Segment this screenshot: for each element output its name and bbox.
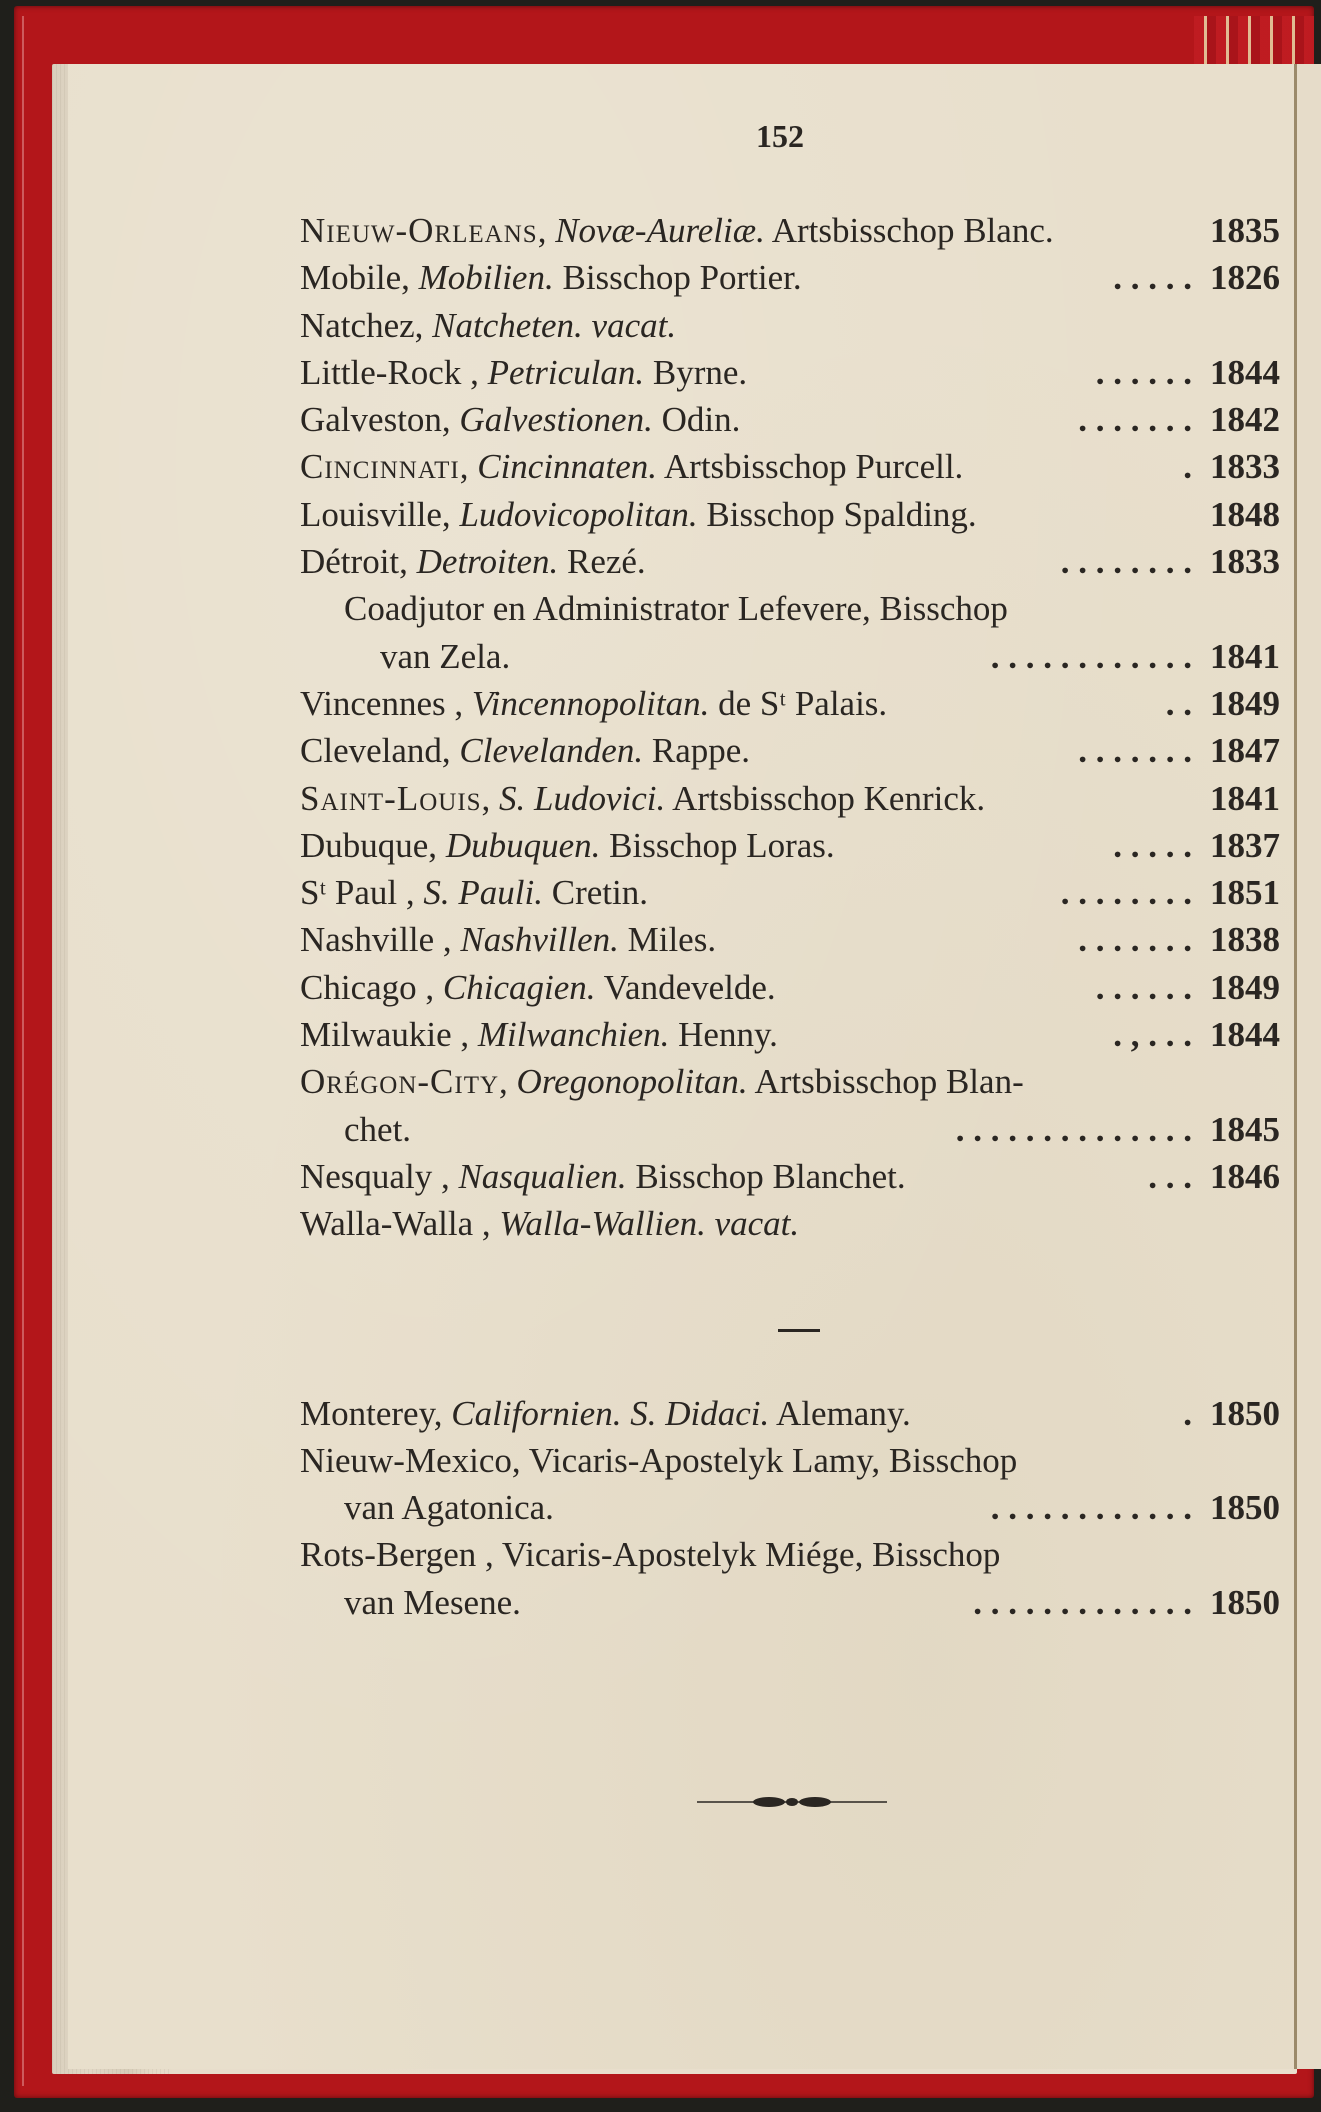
- latin-name: Chicagien.: [442, 967, 596, 1007]
- place-name: Milwaukie ,: [300, 1015, 470, 1055]
- entry-text: [344, 1484, 554, 1531]
- year: 1833: [1210, 542, 1280, 582]
- year: 1844: [1210, 352, 1280, 392]
- diocese-list-section-1: [300, 207, 1280, 1248]
- bishop-name: Artsbisschop Blanc.: [771, 211, 1054, 250]
- list-entry: [300, 1058, 1280, 1105]
- leader-dots: . .: [1165, 683, 1192, 723]
- ornament-divider: [697, 1795, 887, 1809]
- place-name: Chicago ,: [300, 967, 435, 1007]
- latin-name: Detroiten.: [416, 542, 559, 582]
- place-name: Sᵗ Paul ,: [300, 873, 415, 913]
- leader-dots: . . . . . . . . . . . . .: [973, 1582, 1192, 1622]
- year: 1846: [1210, 1156, 1280, 1196]
- year: 1850: [1210, 1393, 1280, 1433]
- latin-name: Oregonopolitan.: [516, 1062, 748, 1102]
- entry-text: [300, 302, 676, 349]
- bishop-name: Bisschop Portier.: [562, 258, 802, 298]
- bishop-name: Alemany.: [776, 1393, 911, 1433]
- place-name: Cincinnati: [300, 447, 460, 487]
- list-entry: [300, 822, 1280, 869]
- place-name: Nashville ,: [300, 920, 452, 960]
- latin-name: S. Pauli.: [423, 873, 543, 913]
- entry-text: [344, 1579, 521, 1626]
- list-entry: [300, 1437, 1280, 1484]
- latin-name: Natcheten. vacat.: [432, 305, 677, 345]
- leader-dots: . . . . .: [1113, 825, 1192, 865]
- year: 1848: [1210, 494, 1280, 534]
- place-name: Mobile,: [300, 258, 410, 298]
- list-entry: [300, 964, 1280, 1011]
- bishop-name: Bisschop Spalding.: [706, 494, 977, 534]
- list-entry: [300, 1484, 1280, 1531]
- leader-dots: . . . . . .: [1095, 967, 1192, 1007]
- list-entry: [300, 680, 1280, 727]
- latin-name: S. Ludovici.: [499, 778, 666, 818]
- bishop-name: Artsbisschop Purcell.: [663, 447, 964, 487]
- entry-text: [300, 491, 977, 538]
- place-name: Orégon-City: [300, 1062, 500, 1102]
- bishop-name: Bisschop Blanchet.: [635, 1156, 906, 1196]
- latin-name: Vincennopolitan.: [471, 683, 710, 723]
- year: 1841: [1210, 636, 1280, 676]
- leader-dots: . . . . . . .: [1078, 920, 1192, 960]
- list-entry: [300, 349, 1280, 396]
- continuation-text: van Mesene.: [344, 1582, 521, 1622]
- bishop-name: Rezé.: [566, 542, 646, 582]
- entry-text: [300, 916, 716, 963]
- bishop-name: Cretin.: [551, 873, 648, 913]
- year: 1841: [1210, 778, 1280, 818]
- place-name: Détroit,: [300, 542, 408, 582]
- place-name: Rots-Bergen ,: [300, 1535, 494, 1575]
- list-entry: [300, 1390, 1280, 1437]
- leader-dots: .: [1183, 1393, 1192, 1433]
- year: 1851: [1210, 873, 1280, 913]
- list-entry: [300, 1011, 1280, 1058]
- place-name: Nesqualy ,: [300, 1156, 450, 1196]
- entry-text: [300, 964, 776, 1011]
- entry-text: [380, 633, 510, 680]
- bishop-name: Rappe.: [651, 731, 751, 771]
- page-number: 152: [756, 118, 804, 154]
- leader-dots: . . . . . .: [1095, 352, 1192, 392]
- latin-name: Mobilien.: [418, 258, 554, 298]
- bishop-name: Artsbisschop Kenrick.: [672, 778, 986, 818]
- leader-dots: . . . . . . . .: [1060, 542, 1192, 582]
- list-entry: [300, 302, 1280, 349]
- place-name: Nieuw-Mexico,: [300, 1440, 521, 1480]
- year: 1850: [1210, 1488, 1280, 1528]
- diocese-list: [300, 207, 1280, 1626]
- entry-text: [300, 1200, 799, 1247]
- latin-name: Nashvillen.: [460, 920, 619, 960]
- place-name: Louisville,: [300, 494, 451, 534]
- year: 1850: [1210, 1582, 1280, 1622]
- list-entry: [300, 443, 1280, 490]
- latin-name: Nasqualien.: [458, 1156, 627, 1196]
- entry-text: [300, 538, 646, 585]
- entry-text: Orégon-City, Oregonopolitan. Artsbisschop Blan-: [300, 1062, 1024, 1102]
- entry-text: Cincinnati, Cincinnaten. Artsbisschop Purcell.: [300, 447, 964, 487]
- list-entry: [300, 1579, 1280, 1626]
- list-entry: [300, 538, 1280, 585]
- entry-text: [300, 680, 887, 727]
- place-name: Saint-Louis: [300, 778, 482, 818]
- entry-text: [300, 1531, 1000, 1578]
- list-entry: [300, 633, 1280, 680]
- leader-dots: . . . . .: [1113, 258, 1192, 298]
- year: 1833: [1210, 447, 1280, 487]
- latin-name: Clevelanden.: [459, 731, 644, 771]
- continuation-text: van Agatonica.: [344, 1488, 554, 1528]
- entry-text: [300, 1153, 906, 1200]
- list-entry: [300, 491, 1280, 538]
- bishop-name: Vicaris-Apostelyk Lamy, Bisschop: [528, 1440, 1018, 1480]
- continuation-text: chet.: [344, 1109, 412, 1149]
- latin-name: Walla-Wallien. vacat.: [499, 1204, 800, 1244]
- year: 1842: [1210, 400, 1280, 440]
- list-entry: [300, 1153, 1280, 1200]
- year: 1845: [1210, 1109, 1280, 1149]
- leader-dots: . . . . . . . .: [1060, 873, 1192, 913]
- bishop-name: Vandevelde.: [603, 967, 776, 1007]
- entry-text: Nieuw-Orleans, Novæ-Aureliæ. Artsbisschop Blanc.: [300, 211, 1054, 250]
- leader-dots: . . .: [1148, 1156, 1192, 1196]
- list-entry: [300, 727, 1280, 774]
- section-rule: [778, 1329, 820, 1332]
- continuation-text: Coadjutor en Administrator Lefevere, Bisschop: [344, 589, 1008, 629]
- latin-name: Ludovicopolitan.: [459, 494, 698, 534]
- bishop-name: Henny.: [678, 1015, 778, 1055]
- leader-dots: . . . . . . .: [1078, 731, 1192, 771]
- list-entry: [300, 916, 1280, 963]
- year: 1849: [1210, 967, 1280, 1007]
- latin-name: Californien. S. Didaci.: [451, 1393, 770, 1433]
- entry-text: [300, 822, 835, 869]
- place-name: Walla-Walla ,: [300, 1204, 491, 1244]
- entry-text: [300, 1011, 778, 1058]
- headband: [1194, 16, 1314, 64]
- year: 1849: [1210, 683, 1280, 723]
- leader-dots: . , . . .: [1113, 1015, 1192, 1055]
- year: 1838: [1210, 920, 1280, 960]
- list-entry: [300, 207, 1280, 254]
- entry-text: Saint-Louis, S. Ludovici. Artsbisschop Kenrick.: [300, 778, 986, 818]
- bishop-name: Miles.: [627, 920, 717, 960]
- list-entry: [300, 869, 1280, 916]
- year: 1844: [1210, 1015, 1280, 1055]
- list-entry: [300, 1106, 1280, 1153]
- entry-text: [344, 585, 1008, 632]
- bishop-name: de Sᵗ Palais.: [718, 683, 888, 723]
- bishop-name: Bisschop Loras.: [609, 825, 835, 865]
- entry-text: [300, 727, 750, 774]
- entry-text: [300, 349, 747, 396]
- entry-text: [300, 396, 740, 443]
- bishop-name: Artsbisschop Blan-: [754, 1062, 1024, 1102]
- latin-name: Cincinnaten.: [477, 447, 658, 487]
- latin-name: Novæ-Aureliæ.: [555, 211, 765, 250]
- bishop-name: Vicaris-Apostelyk Miége, Bisschop: [501, 1535, 1001, 1575]
- section-spacer: [300, 1248, 1280, 1390]
- place-name: Monterey,: [300, 1393, 443, 1433]
- place-name: Little-Rock ,: [300, 352, 479, 392]
- list-entry: [300, 1531, 1280, 1578]
- year: 1835: [1210, 211, 1280, 250]
- list-entry: [300, 254, 1280, 301]
- year: 1837: [1210, 825, 1280, 865]
- continuation-text: van Zela.: [380, 636, 511, 676]
- list-entry: [300, 585, 1280, 632]
- leader-dots: . . . . . . . . . . . .: [990, 1488, 1192, 1528]
- entry-text: [300, 1437, 1017, 1484]
- place-name: Nieuw-Orleans: [300, 211, 538, 250]
- entry-text: [300, 1390, 911, 1437]
- entry-text: [300, 869, 648, 916]
- place-name: Galveston,: [300, 400, 451, 440]
- entry-text: [300, 254, 802, 301]
- latin-name: Milwanchien.: [477, 1015, 670, 1055]
- bishop-name: Odin.: [661, 400, 741, 440]
- latin-name: Galvestionen.: [459, 400, 653, 440]
- list-entry: [300, 1200, 1280, 1247]
- leader-dots: . . . . . . . . . . . .: [990, 636, 1192, 676]
- place-name: Vincennes ,: [300, 683, 464, 723]
- place-name: Cleveland,: [300, 731, 451, 771]
- entry-text: [344, 1106, 411, 1153]
- latin-name: Petriculan.: [487, 352, 645, 392]
- list-entry: [300, 396, 1280, 443]
- next-page-edge: [1297, 64, 1321, 2069]
- diocese-list-section-2: [300, 1390, 1280, 1626]
- leader-dots: . . . . . . . . . . . . . .: [955, 1109, 1192, 1149]
- year: 1826: [1210, 258, 1280, 298]
- latin-name: Dubuquen.: [445, 825, 601, 865]
- leader-dots: . . . . . . .: [1078, 400, 1192, 440]
- list-entry: [300, 775, 1280, 822]
- place-name: Natchez,: [300, 305, 424, 345]
- year: 1847: [1210, 731, 1280, 771]
- bishop-name: Byrne.: [652, 352, 748, 392]
- place-name: Dubuque,: [300, 825, 438, 865]
- leader-dots: .: [1183, 447, 1192, 487]
